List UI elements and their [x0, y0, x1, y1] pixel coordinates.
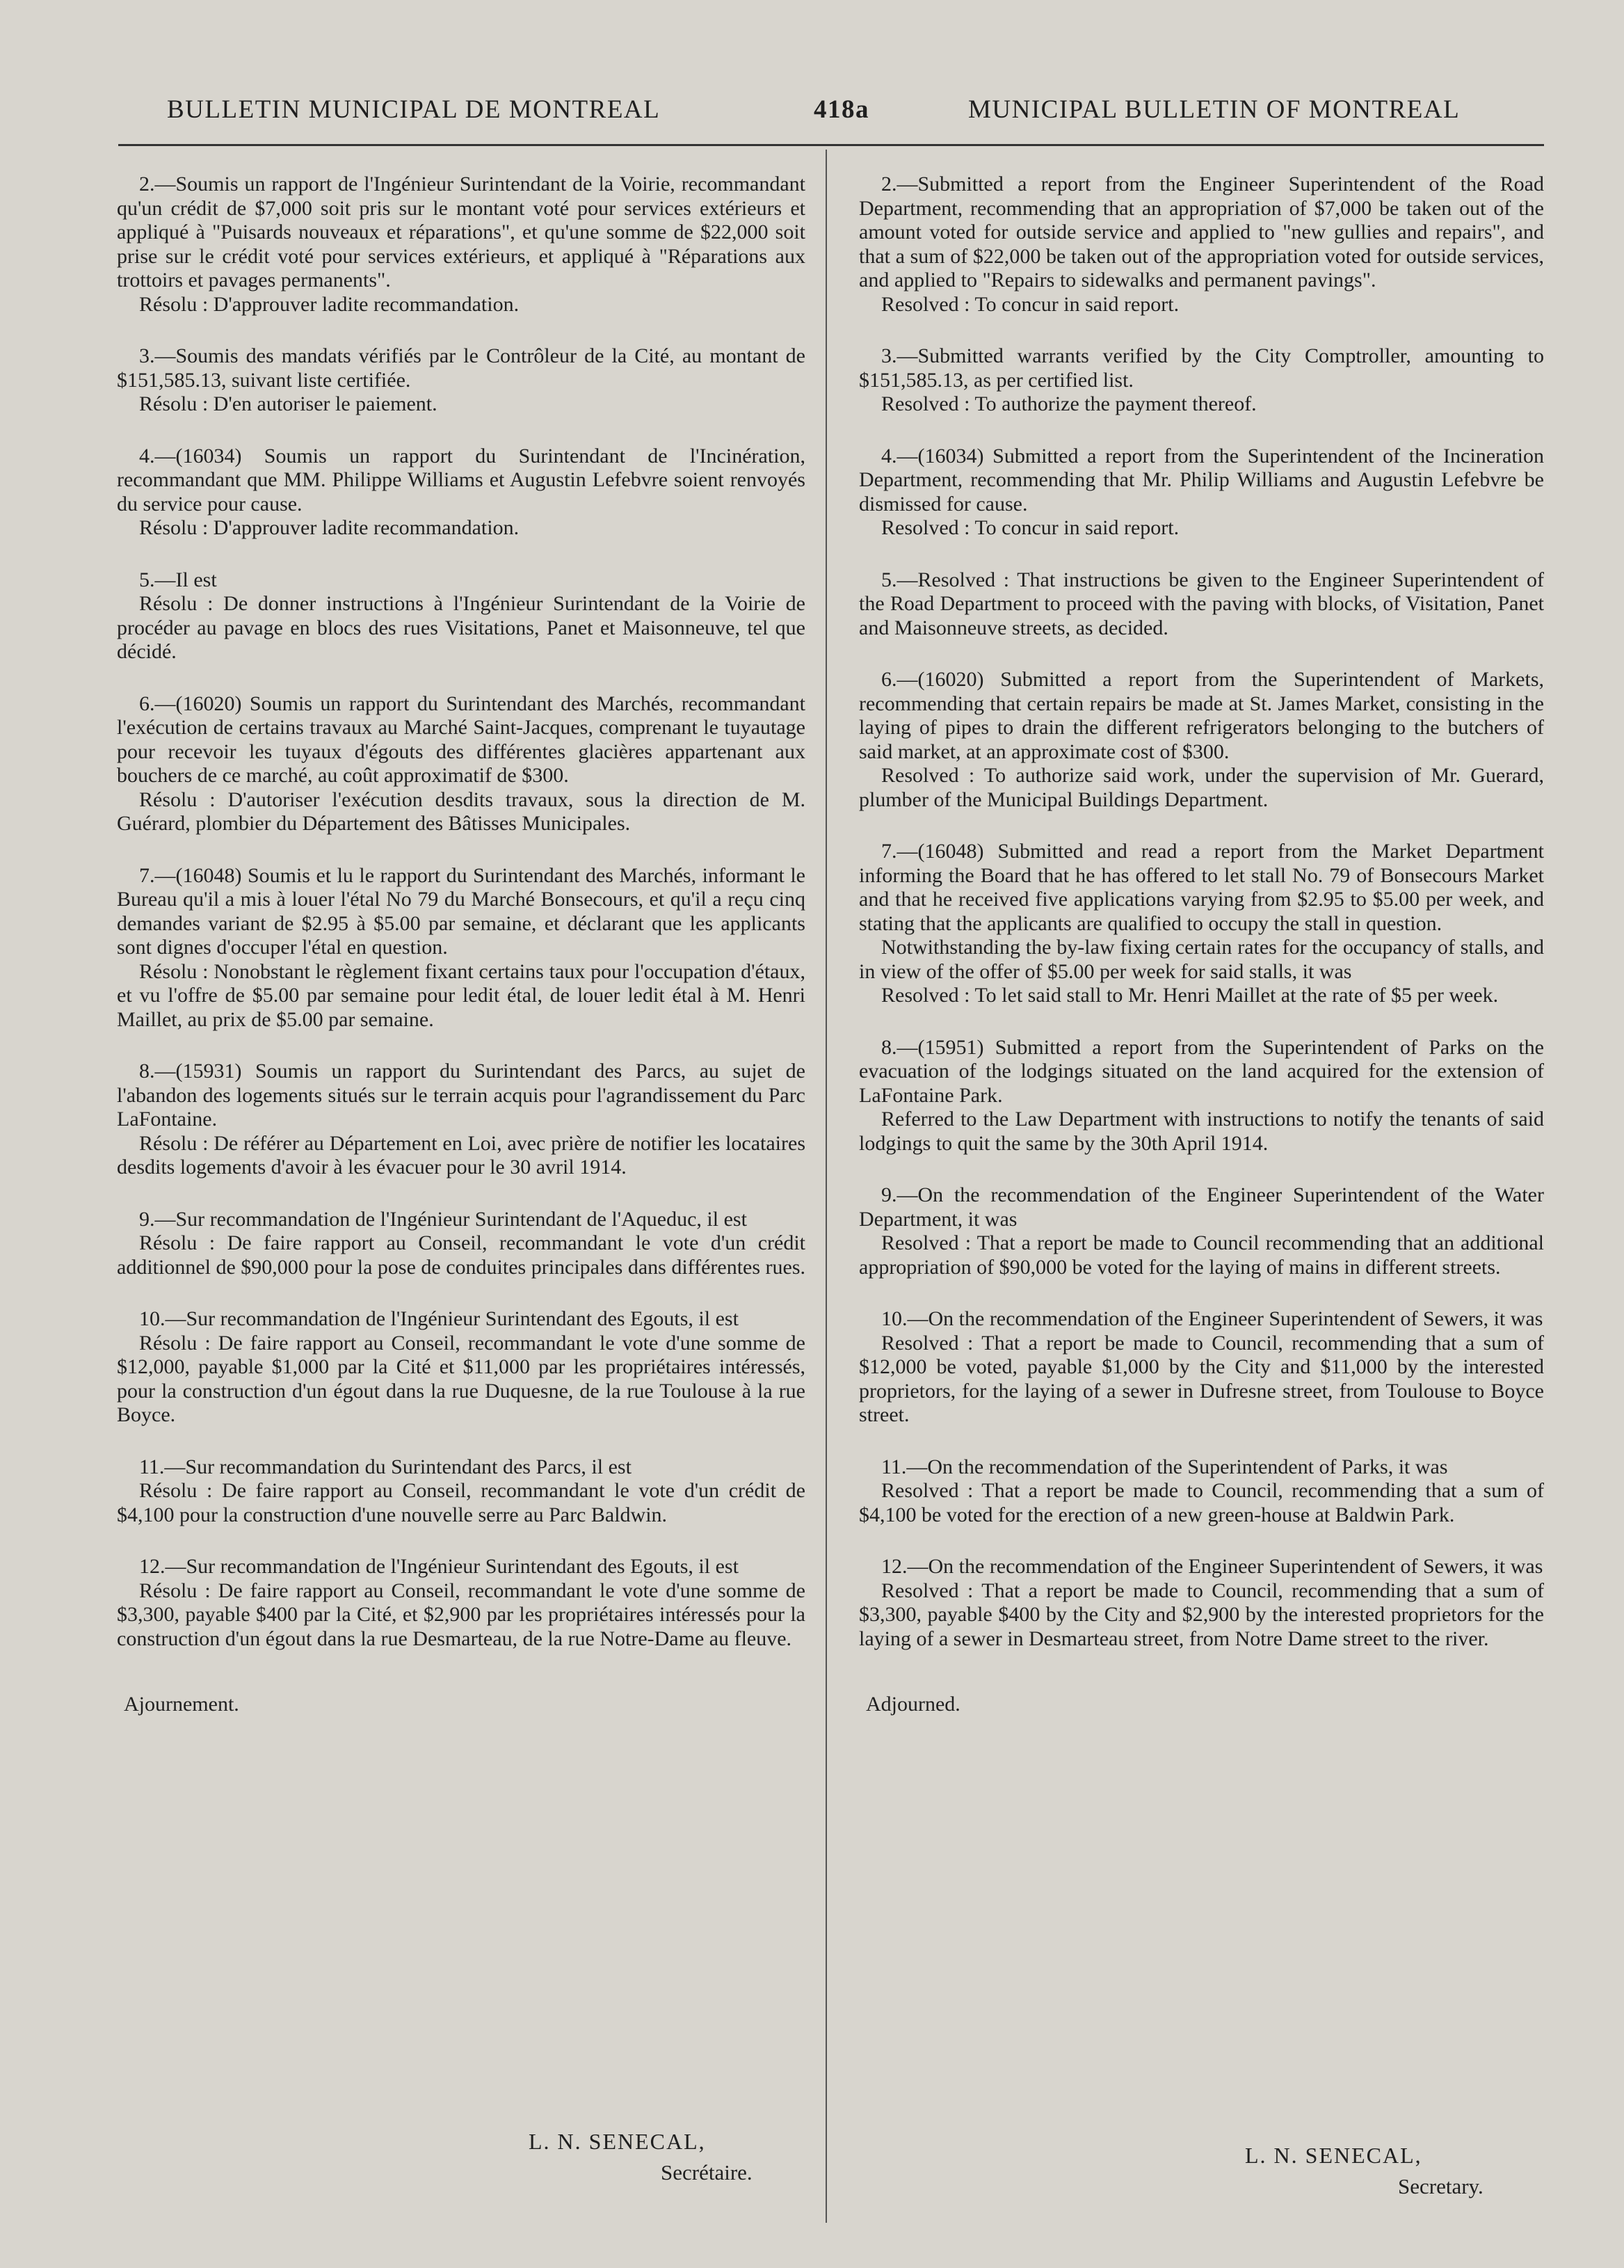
fr-item-5 [117, 568, 805, 664]
fr-signature-title: Secrétaire. [661, 2160, 753, 2185]
en-item-7 [859, 840, 1544, 1008]
fr-item-text: 9.—Sur recommandation de l'Ingénieur Surintendant de l'Aqueduc, il est [139, 1207, 747, 1231]
en-item-text: 2.—Submitted a report from the Engineer Superintendent of the Road Department, recommending that an appropriation of $7,000 be taken out of the amount voted for outside service and applied to "new gullies and repairs", and that a sum of $22,000 be taken out of the appropriation voted for outside services, and applied to "Repairs to sidewalks and permanent pavings". [859, 173, 1544, 292]
fr-item-3 [117, 344, 805, 417]
en-item-resolution: Resolved : That a report be made to Council recommending that an additional appropriation of $90,000 be voted for the laying of mains in different streets. [859, 1231, 1544, 1279]
en-adjournment: Adjourned. [866, 1693, 960, 1716]
en-item-3 [859, 344, 1544, 417]
fr-item-resolution: Résolu : D'autoriser l'exécution desdits travaux, sous la direction de M. Guérard, plombier du Département des Bâtisses Municipales. [117, 788, 805, 835]
english-column [859, 173, 1544, 1717]
fr-item-resolution: Résolu : D'en autoriser le paiement. [139, 392, 437, 415]
en-item-text: 5.—Resolved : That instructions be given to the Engineer Superintendent of the Road Department to proceed with the paving with blocks, of Visitation, Panet and Maisonneuve streets, as decided. [859, 568, 1544, 639]
en-item-text: 7.—(16048) Submitted and read a report from the Market Department informing the Board that he has offered to let stall No. 79 of Bonsecours Market and that he received five applications varying from $2.95 to $5.00 per week, and stating that the applicants are qualified to occupy the stall in question. [859, 840, 1544, 935]
en-item-4 [859, 445, 1544, 541]
fr-item-text: 8.—(15931) Soumis un rapport du Surintendant des Parcs, au sujet de l'abandon des logements situés sur le terrain acquis pour l'agrandissement du Parc LaFontaine. [117, 1060, 805, 1131]
fr-item-2 [117, 173, 805, 317]
en-item-resolution: Notwithstanding the by-law fixing certain rates for the occupancy of stalls, and in view of the offer of $5.00 per week for said stalls, it was [859, 936, 1544, 983]
en-item-resolution: Resolved : To concur in said report. [881, 516, 1180, 539]
en-item-text: 10.—On the recommendation of the Engineer Superintendent of Sewers, it was [881, 1307, 1543, 1330]
fr-item-text: 12.—Sur recommandation de l'Ingénieur Surintendant des Egouts, il est [139, 1555, 739, 1578]
fr-item-text: 7.—(16048) Soumis et lu le rapport du Surintendant des Marchés, informant le Bureau qu'il a mis à louer l'étal No 79 du Marché Bonsecours, et qu'il a reçu cinq demandes variant de $2.95 à $5.00 par semaine, et déclarant que les applicants sont dignes d'occuper l'étal en question. [117, 863, 805, 959]
fr-adjournment: Ajournement. [124, 1693, 239, 1716]
fr-item-resolution: Résolu : D'approuver ladite recommandation. [139, 516, 520, 539]
en-item-2 [859, 173, 1544, 317]
fr-item-text: 2.—Soumis un rapport de l'Ingénieur Surintendant de la Voirie, recommandant qu'un crédit de $7,000 soit pris sur le montant voté pour services extérieurs et appliqué à "Puisards nouveaux et réparations", et qu'une somme de $22,000 soit prise sur le crédit voté pour services extérieurs, et appliqué à "Réparations aux trottoirs et pavages permanents". [117, 173, 805, 292]
en-item-resolution: Resolved : To authorize the payment thereof. [881, 392, 1257, 415]
en-item-5 [859, 568, 1544, 641]
fr-item-4 [117, 445, 805, 541]
french-column [117, 173, 805, 1717]
header-title-french: BULLETIN MUNICIPAL DE MONTREAL [167, 95, 661, 124]
fr-item-resolution: Résolu : De donner instructions à l'Ingénieur Surintendant de la Voirie de procéder au pavage en blocs des rues Visitations, Panet et Maisonneuve, tel que décidé. [117, 592, 805, 663]
en-item-text: 4.—(16034) Submitted a report from the Superintendent of the Incineration Department, recommending that Mr. Philip Williams and Augustin Lefebvre be dismissed for cause. [859, 444, 1544, 516]
en-item-9 [859, 1183, 1544, 1279]
en-item-resolution: Resolved : That a report be made to Council, recommending that a sum of $3,300, payable $400 by the City and $2,900 by the interested proprietors for the laying of a sewer in Desmarteau street, from Notre Dame street to the river. [859, 1579, 1544, 1650]
en-item-resolution: Resolved : That a report be made to Council, recommending that a sum of $4,100 be voted for the erection of a new green-house at Baldwin Park. [859, 1479, 1544, 1526]
fr-item-11 [117, 1455, 805, 1528]
fr-item-text: 6.—(16020) Soumis un rapport du Surintendant des Marchés, recommandant l'exécution de certains travaux au Marché Saint-Jacques, comprenant le tuyautage pour recevoir les tuyaux d'égouts des différentes glacières appartenant aux bouchers de ce marché, au coût approximatif de $300. [117, 692, 805, 787]
fr-item-resolution: Résolu : Nonobstant le règlement fixant certains taux pour l'occupation d'étaux, et vu l'offre de $5.00 par semaine pour ledit étal, de louer ledit étal à M. Henri Maillet, au prix de $5.00 par semaine. [117, 959, 805, 1031]
header-title-english: MUNICIPAL BULLETIN OF MONTREAL [968, 95, 1461, 124]
fr-item-resolution: Résolu : De faire rapport au Conseil, recommandant le vote d'un crédit additionnel de $90,000 pour la pose de conduites principales dans différentes rues. [117, 1231, 806, 1279]
fr-item-text: 10.—Sur recommandation de l'Ingénieur Surintendant des Egouts, il est [139, 1307, 739, 1330]
fr-item-text: 4.—(16034) Soumis un rapport du Surintendant de l'Incinération, recommandant que MM. Philippe Williams et Augustin Lefebvre soient renvoyés du service pour cause. [117, 444, 805, 516]
en-item-resolution: Resolved : To concur in said report. [881, 292, 1180, 316]
en-item-text: 3.—Submitted warrants verified by the City Comptroller, amounting to $151,585.13, as per certified list. [859, 344, 1544, 392]
en-item-text: 8.—(15951) Submitted a report from the Superintendent of Parks on the evacuation of the lodgings situated on the land acquired for the extension of LaFontaine Park. [859, 1035, 1544, 1107]
fr-item-6 [117, 692, 805, 836]
fr-signature [529, 2129, 753, 2185]
fr-item-resolution: Résolu : De référer au Département en Loi, avec prière de notifier les locataires desdits logements d'avoir à les évacuer pour le 30 avril 1914. [117, 1131, 805, 1179]
en-item-8 [859, 1036, 1544, 1156]
en-item-resolution: Resolved : To authorize said work, under the supervision of Mr. Guerard, plumber of the Municipal Buildings Department. [859, 764, 1544, 811]
fr-item-resolution: Résolu : D'approuver ladite recommandation. [139, 292, 520, 316]
en-signature-title: Secretary. [1398, 2174, 1484, 2198]
fr-item-text: 11.—Sur recommandation du Surintendant des Parcs, il est [139, 1455, 632, 1478]
en-item-text: 12.—On the recommendation of the Engineer Superintendent of Sewers, it was [881, 1555, 1543, 1578]
header-rule [118, 144, 1544, 146]
fr-item-12 [117, 1555, 805, 1651]
en-item-text: 6.—(16020) Submitted a report from the Superintendent of Markets, recommending that certain repairs be made at St. James Market, consisting in the laying of pipes to drain the different refrigerators belonging to the butchers of said market, at an approximate cost of $300. [859, 668, 1544, 763]
en-item-text: 11.—On the recommendation of the Superintendent of Parks, it was [881, 1455, 1448, 1478]
en-item-10 [859, 1307, 1544, 1428]
fr-item-7 [117, 864, 805, 1032]
en-signature [1245, 2143, 1484, 2199]
fr-signature-name: L. N. SENECAL, [529, 2129, 706, 2154]
fr-item-10 [117, 1307, 805, 1428]
en-signature-name: L. N. SENECAL, [1245, 2143, 1422, 2168]
en-item-text: 9.—On the recommendation of the Engineer Superintendent of the Water Department, it was [859, 1183, 1544, 1231]
en-item-resolution: Resolved : That a report be made to Council, recommending that a sum of $12,000 be voted, payable $1,000 by the City and $11,000 by the interested proprietors, for the laying of a sewer in Dufresne street, from Toulouse to Boyce street. [859, 1331, 1544, 1426]
en-item-6 [859, 668, 1544, 812]
page-header [118, 89, 1544, 131]
fr-item-resolution: Résolu : De faire rapport au Conseil, recommandant le vote d'un crédit de $4,100 pour la construction d'une nouvelle serre au Parc Baldwin. [117, 1479, 805, 1526]
en-item-12 [859, 1555, 1544, 1651]
en-item-resolution: Resolved : To let said stall to Mr. Henri Maillet at the rate of $5 per week. [881, 984, 1499, 1007]
fr-item-resolution: Résolu : De faire rapport au Conseil, recommandant le vote d'une somme de $12,000, payable $1,000 par la Cité et $11,000 par les propriétaires intéressés, pour la construction d'un égout dans la rue Duquesne, de la rue Toulouse à la rue Boyce. [117, 1331, 805, 1426]
column-divider [826, 150, 827, 2223]
fr-item-text: 5.—Il est [139, 568, 217, 591]
fr-item-9 [117, 1208, 805, 1280]
fr-item-resolution: Résolu : De faire rapport au Conseil, recommandant le vote d'une somme de $3,300, payable $400 par la Cité, et $2,900 par les propriétaires intéressés pour la construction d'un égout dans la rue Desmarteau, de la rue Notre-Dame au fleuve. [117, 1579, 805, 1650]
en-item-11 [859, 1455, 1544, 1528]
page-number: 418a [814, 95, 869, 124]
fr-item-8 [117, 1060, 805, 1180]
fr-item-text: 3.—Soumis des mandats vérifiés par le Contrôleur de la Cité, au montant de $151,585.13, suivant liste certifiée. [117, 344, 805, 392]
en-item-resolution: Referred to the Law Department with instructions to notify the tenants of said lodgings to quit the same by the 30th April 1914. [859, 1108, 1544, 1155]
